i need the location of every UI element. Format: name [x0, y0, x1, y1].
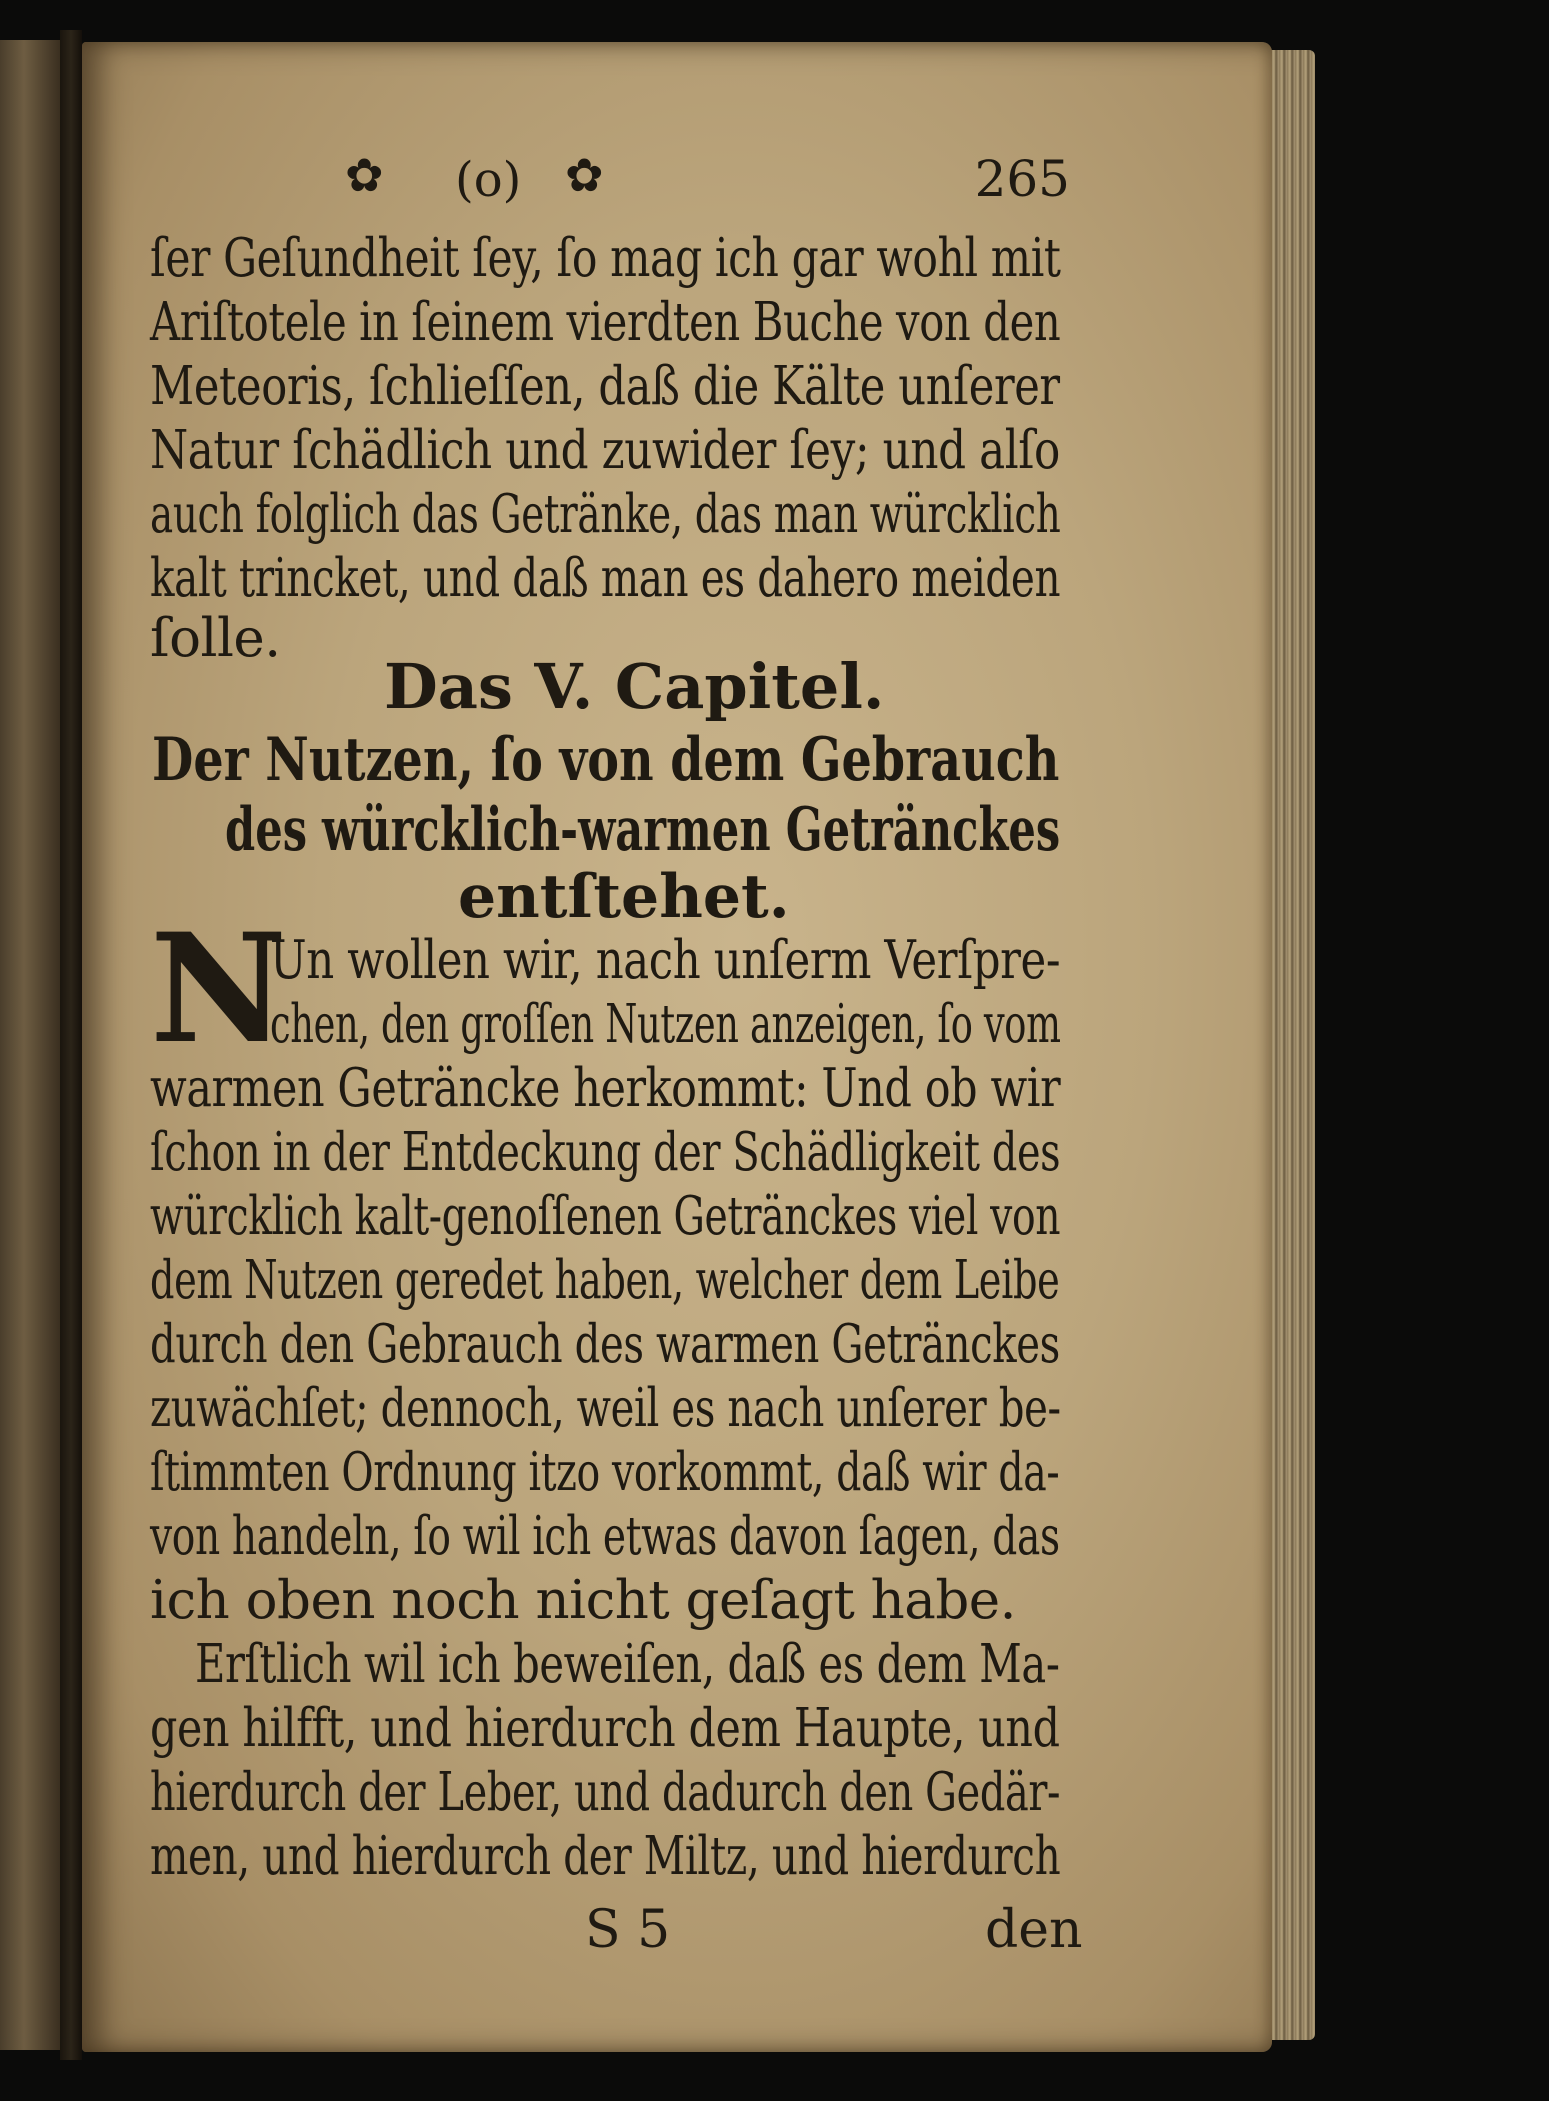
- text-line: dem Nutzen geredet haben, welcher dem Leibe: [150, 1250, 1060, 1311]
- text-line: auch folglich das Getränke, das man würcklich: [150, 484, 1061, 545]
- text-line: zuwächſet; dennoch, weil es nach unſerer be-: [150, 1378, 1061, 1439]
- text-line: men, und hierdurch der Miltz, und hierdurch: [150, 1826, 1061, 1887]
- text-line: Ariſtotele in ſeinem vierdten Buche von den: [150, 292, 1061, 353]
- header-mark: (o): [455, 152, 522, 208]
- text-line: hierdurch der Leber, und dadurch den Gedär-: [150, 1762, 1061, 1823]
- text-line: Natur ſchädlich und zuwider ſey; und alſo: [150, 420, 1060, 481]
- chapter-title-line: des würcklich-warmen Getränckes: [225, 795, 1061, 865]
- text-line: chen, den groſſen Nutzen anzeigen, ſo vom: [270, 994, 1061, 1055]
- text-line: gen hilfft, und hierdurch dem Haupte, und: [150, 1698, 1060, 1759]
- text-line: würcklich kalt-genoſſenen Getränckes viel von: [150, 1186, 1061, 1247]
- text-line: ich oben noch nicht geſagt habe.: [150, 1570, 1017, 1631]
- flower-ornament-icon: ✿: [565, 148, 604, 202]
- text-line: Un wollen wir, nach unſerm Verſpre-: [270, 930, 1061, 991]
- chapter-title-line: Der Nutzen, ſo von dem Gebrauch: [152, 725, 1060, 795]
- page-number: 265: [974, 150, 1070, 208]
- text-line: Meteoris, ſchlieſſen, daß die Kälte unſerer: [150, 356, 1060, 417]
- drop-cap: N: [150, 901, 288, 1077]
- book-gutter: [60, 30, 82, 2060]
- text-line: ſchon in der Entdeckung der Schädligkeit des: [150, 1122, 1061, 1183]
- text-line: kalt trincket, und daß man es dahero meiden: [150, 548, 1061, 609]
- text-line: ſer Geſundheit ſey, ſo mag ich gar wohl mit: [150, 228, 1061, 289]
- running-header: [150, 148, 1070, 218]
- chapter-title-line: entſtehet.: [458, 862, 790, 932]
- text-line: Erſtlich wil ich beweiſen, daß es dem Ma-: [195, 1634, 1060, 1695]
- previous-page-edge: [0, 40, 60, 2050]
- text-line: ſtimmten Ordnung itzo vorkommt, daß wir da-: [150, 1442, 1060, 1503]
- text-line: von handeln, ſo wil ich etwas davon ſagen, das: [150, 1506, 1060, 1567]
- chapter-heading: Das V. Capitel.: [384, 650, 885, 723]
- text-line: warmen Geträncke herkommt: Und ob wir: [150, 1058, 1061, 1119]
- text-line: durch den Gebrauch des warmen Getränckes: [150, 1314, 1060, 1375]
- catchword: den: [985, 1900, 1083, 1960]
- flower-ornament-icon: ✿: [345, 148, 384, 202]
- text-line: ſolle.: [150, 608, 281, 669]
- signature-mark: S 5: [585, 1900, 671, 1960]
